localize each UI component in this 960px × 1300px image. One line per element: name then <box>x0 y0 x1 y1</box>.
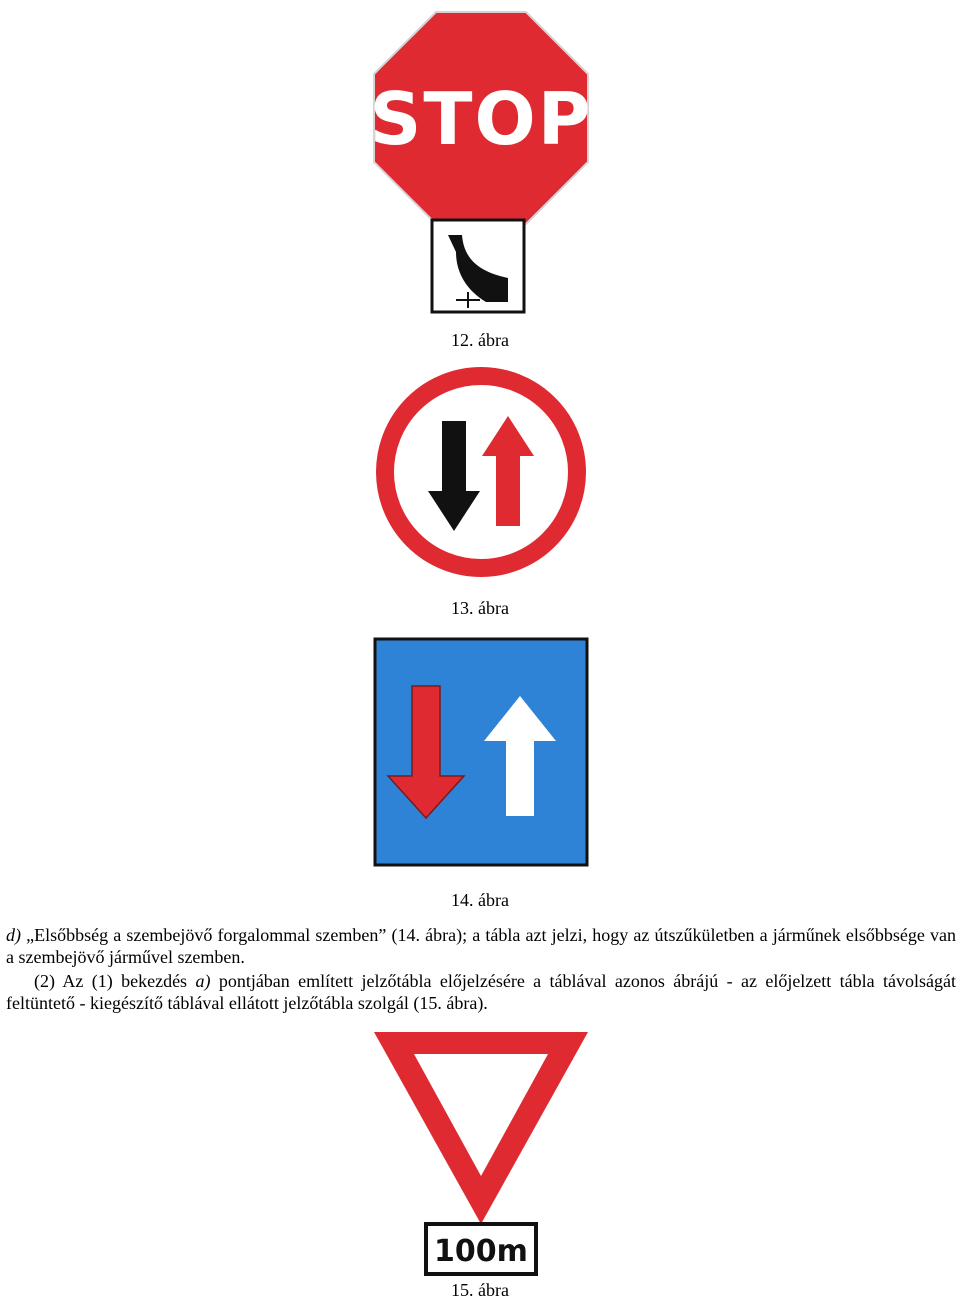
red-ring <box>385 376 577 568</box>
figure-15-caption: 15. ábra <box>451 1280 509 1300</box>
stop-sign-text: STOP <box>370 77 592 161</box>
paragraph-2 <box>6 970 956 1014</box>
stop-sign-figure <box>370 10 592 315</box>
section-d-label: d) <box>6 925 21 945</box>
section-d-paragraph <box>6 924 956 968</box>
paragraph-2-italic: a) <box>195 971 211 991</box>
oncoming-priority-figure <box>372 366 590 578</box>
figure-12-caption: 12. ábra <box>451 330 509 350</box>
paragraph-2-part2: pontjában említett jelzőtábla előjelzésére a táblával azonos ábrájú - az előjelzett tábla távolságát feltüntető - kiegészítő táblával ellátott jelzőtábla szolgál (15. ábra). <box>6 971 956 1013</box>
paragraph-2-part1: (2) Az (1) bekezdés <box>34 971 196 991</box>
give-way-oncoming-graphic <box>372 366 590 578</box>
figure-13-caption: 13. ábra <box>451 598 509 618</box>
figure-14-caption: 14. ábra <box>451 890 509 910</box>
priority-over-oncoming-figure <box>372 636 590 868</box>
distance-plate-text: 100m <box>434 1234 528 1269</box>
blue-square <box>375 639 587 865</box>
priority-oncoming-graphic <box>372 636 590 868</box>
yield-sign-figure <box>370 1028 592 1278</box>
section-d-title: „Elsőbbség a szembejövő forgalommal szemben” <box>26 925 387 945</box>
section-d-text: (14. ábra); a tábla azt jelzi, hogy az útszűkületben a járműnek elsőbbsége van a szembejövő járművel szemben. <box>6 925 957 967</box>
stop-sign-graphic <box>370 10 592 315</box>
yield-sign-graphic <box>370 1028 592 1278</box>
